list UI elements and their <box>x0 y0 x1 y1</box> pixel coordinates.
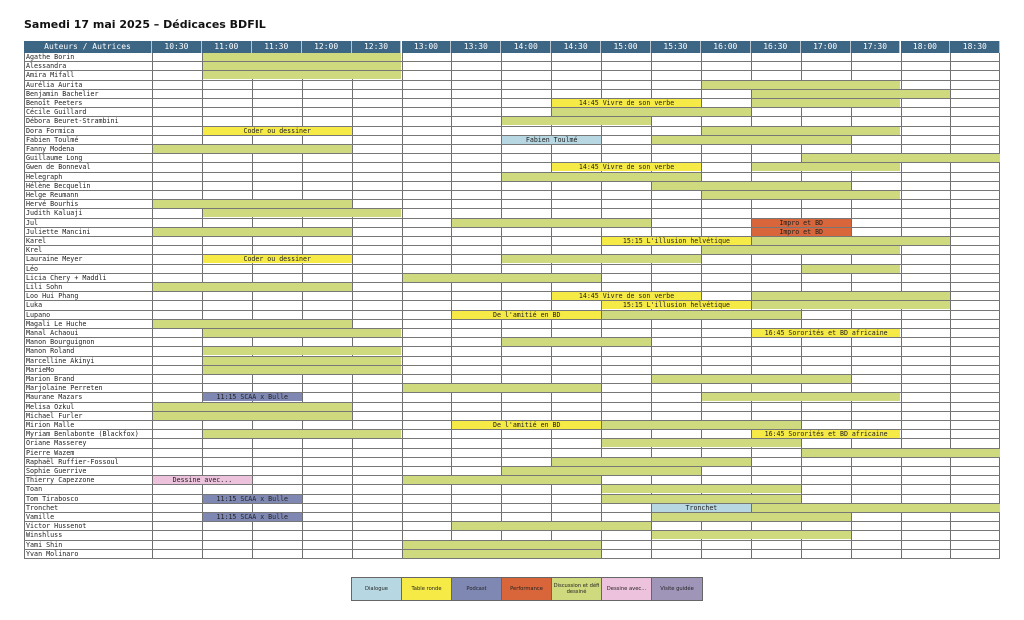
event-bar-discussion[interactable] <box>452 522 651 530</box>
event-bar-podcast[interactable]: 11:15 SCAA x Bulle <box>203 495 302 503</box>
time-header: 15:30 <box>651 41 701 53</box>
author-name: Léo <box>26 264 39 273</box>
event-bar-discussion[interactable] <box>203 357 402 365</box>
time-header: 16:00 <box>701 41 751 53</box>
grid-row-line <box>24 558 1000 559</box>
event-bar-discussion[interactable] <box>403 384 602 392</box>
event-bar-table-ronde[interactable]: 15:15 L'illusion helvétique <box>602 301 751 309</box>
event-bar-discussion[interactable] <box>652 136 851 144</box>
legend-item-performance: Performance <box>502 578 552 600</box>
author-name: Fanny Modena <box>26 145 75 153</box>
event-bar-table-ronde[interactable]: 16:45 Sororités et BD africaine <box>752 329 901 337</box>
grid-column-line <box>352 53 353 559</box>
grid-row-line <box>24 365 1000 366</box>
time-header: 14:00 <box>501 41 551 53</box>
author-name: Amira Mifall <box>26 71 75 80</box>
event-bar-discussion[interactable] <box>652 375 851 383</box>
event-bar-discussion[interactable] <box>403 274 602 282</box>
header-authors: Auteurs / Autrices <box>24 41 152 53</box>
author-name: Débora Beuret-Strambini <box>26 117 119 126</box>
author-name: Thierry Capezzone <box>26 476 95 485</box>
author-name: Alessandra <box>26 62 67 71</box>
event-bar-discussion[interactable] <box>702 191 901 199</box>
event-bar-discussion[interactable] <box>602 485 801 493</box>
author-name: Victor Hussenot <box>26 522 87 531</box>
page-title: Samedi 17 mai 2025 – Dédicaces BDFIL <box>24 18 266 31</box>
author-name: Gwen de Bonneval <box>26 163 91 172</box>
author-name: Yvan Molinaro <box>26 549 79 558</box>
author-name: Lauraine Meyer <box>26 255 83 264</box>
event-bar-discussion[interactable] <box>452 219 651 227</box>
event-bar-discussion[interactable] <box>602 311 801 319</box>
author-name: Helge Reumann <box>26 191 79 199</box>
author-name: Manal Achaoui <box>26 329 79 337</box>
author-name: Lupano <box>26 310 51 319</box>
grid-row-line <box>24 70 1000 71</box>
event-bar-discussion[interactable] <box>502 338 651 346</box>
event-bar-podcast[interactable]: 11:15 SCAA x Bulle <box>203 393 302 401</box>
event-bar-discussion[interactable] <box>652 182 851 190</box>
grid-row-line <box>24 61 1000 62</box>
event-bar-discussion[interactable] <box>203 62 402 70</box>
author-name: Magali Le Huche <box>26 319 87 328</box>
author-name: Tronchet <box>26 503 59 512</box>
event-bar-table-ronde[interactable]: De l'amitié en BD <box>452 421 601 429</box>
time-header: 10:30 <box>152 41 202 53</box>
event-bar-discussion[interactable] <box>203 430 402 438</box>
author-name: MarieMo <box>26 365 55 374</box>
event-bar-discussion[interactable] <box>702 393 901 401</box>
event-bar-discussion[interactable] <box>602 439 801 447</box>
event-bar-discussion[interactable] <box>403 550 602 558</box>
event-bar-discussion[interactable] <box>552 458 751 466</box>
legend-item-dessine: Dessine avec... <box>602 578 652 600</box>
grid-row-line <box>24 107 1000 108</box>
event-bar-dessine[interactable]: Dessine avec... <box>153 476 252 484</box>
author-name: Marion Brand <box>26 375 75 383</box>
legend-item-dialogue: Dialogue <box>352 578 402 600</box>
event-bar-discussion[interactable] <box>652 513 851 521</box>
author-name: Benjamin Bachelier <box>26 89 99 98</box>
author-name: Manon Bourguignon <box>26 338 95 347</box>
event-bar-discussion[interactable] <box>203 329 402 337</box>
author-name: Lili Sohn <box>26 283 63 291</box>
event-bar-discussion[interactable] <box>203 347 402 355</box>
author-name: Licia Chery + Maddli <box>26 273 107 282</box>
event-bar-discussion[interactable] <box>752 301 951 309</box>
author-name: Yami Shin <box>26 540 63 549</box>
event-bar-discussion[interactable] <box>403 476 602 484</box>
event-bar-discussion[interactable] <box>802 154 1001 162</box>
event-bar-dialogue[interactable]: Fabien Toulmé <box>502 136 601 144</box>
author-name: Marjolaine Perreten <box>26 384 103 393</box>
legend-item-visite: Visite guidée <box>652 578 702 600</box>
event-bar-discussion[interactable] <box>652 531 851 539</box>
event-bar-discussion[interactable] <box>602 495 801 503</box>
event-bar-table-ronde[interactable]: Coder ou dessiner <box>203 255 352 263</box>
event-bar-performance[interactable]: Impro et BD <box>752 228 851 236</box>
event-bar-performance[interactable]: Impro et BD <box>752 219 851 227</box>
author-name: Raphaël Ruffier-Fossoul <box>26 457 119 466</box>
author-name: Winshluss <box>26 531 63 540</box>
event-bar-discussion[interactable] <box>552 108 751 116</box>
legend-item-podcast: Podcast <box>452 578 502 600</box>
grid-column-line <box>999 53 1000 559</box>
legend <box>351 577 703 601</box>
grid-row-line <box>24 530 1000 531</box>
author-name: Vamille <box>26 513 55 521</box>
grid-row-line <box>24 484 1000 485</box>
author-name: Tom Tirabosco <box>26 494 79 503</box>
time-header: 12:00 <box>302 41 352 53</box>
event-bar-table-ronde[interactable]: 16:45 Sororités et BD africaine <box>752 430 901 438</box>
event-bar-discussion[interactable] <box>502 467 701 475</box>
author-name: Agathe Borin <box>26 53 75 61</box>
author-name: Michael Furler <box>26 411 83 420</box>
event-bar-discussion[interactable] <box>752 292 951 300</box>
event-bar-discussion[interactable] <box>602 421 801 429</box>
time-header: 12:30 <box>352 41 402 53</box>
author-name: Manon Roland <box>26 347 75 356</box>
time-header: 14:30 <box>551 41 601 53</box>
event-bar-dialogue[interactable]: Tronchet <box>652 504 751 512</box>
time-header: 11:00 <box>202 41 252 53</box>
time-header: 15:00 <box>601 41 651 53</box>
author-name: Hélène Becquelin <box>26 181 91 190</box>
author-name: Fabien Toulmé <box>26 135 79 144</box>
author-name: Krel <box>26 246 43 255</box>
author-name: Loo Hui Phang <box>26 292 79 301</box>
grid-row-line <box>24 494 1000 495</box>
event-bar-discussion[interactable] <box>203 53 402 61</box>
author-name: Karel <box>26 237 47 245</box>
event-bar-table-ronde[interactable]: 14:45 Vivre de son verbe <box>552 163 701 171</box>
event-bar-discussion[interactable] <box>752 99 901 107</box>
event-bar-podcast[interactable]: 11:15 SCAA x Bulle <box>203 513 302 521</box>
author-name: Dora Formica <box>26 126 75 135</box>
event-bar-table-ronde[interactable]: 14:45 Vivre de son verbe <box>552 292 701 300</box>
grid-row-line <box>24 356 1000 357</box>
event-bar-table-ronde[interactable]: 15:15 L'illusion helvétique <box>602 237 751 245</box>
event-bar-discussion[interactable] <box>702 246 901 254</box>
author-name: Myriam Benlabonte (Blackfox) <box>26 430 139 439</box>
event-bar-discussion[interactable] <box>403 541 602 549</box>
grid-row-line <box>24 457 1000 458</box>
event-bar-discussion[interactable] <box>153 320 352 328</box>
author-name: Melisa Ozkul <box>26 402 75 411</box>
author-name: Maurane Mazars <box>26 393 83 402</box>
event-bar-discussion[interactable] <box>752 237 951 245</box>
grid-row-line <box>24 438 1000 439</box>
time-header: 18:00 <box>901 41 951 53</box>
event-bar-discussion[interactable] <box>203 209 402 217</box>
author-name: Oriane Masserey <box>26 439 87 448</box>
event-bar-discussion[interactable] <box>153 283 352 291</box>
author-name: Sophie Guerrive <box>26 467 87 475</box>
event-bar-discussion[interactable] <box>153 403 352 411</box>
event-bar-discussion[interactable] <box>502 173 701 181</box>
author-name: Luka <box>26 301 43 310</box>
author-name: Guillaume Long <box>26 154 83 163</box>
event-bar-discussion[interactable] <box>502 117 651 125</box>
event-bar-discussion[interactable] <box>802 265 901 273</box>
time-header: 16:30 <box>751 41 801 53</box>
event-bar-discussion[interactable] <box>153 228 352 236</box>
legend-item-table-ronde: Table ronde <box>402 578 452 600</box>
event-bar-table-ronde[interactable]: 14:45 Vivre de son verbe <box>552 99 701 107</box>
author-name: Aurélia Aurita <box>26 80 83 89</box>
event-bar-table-ronde[interactable]: De l'amitié en BD <box>452 311 601 319</box>
event-bar-discussion[interactable] <box>702 127 901 135</box>
event-bar-discussion[interactable] <box>153 412 352 420</box>
event-bar-discussion[interactable] <box>203 366 402 374</box>
event-bar-discussion[interactable] <box>153 200 352 208</box>
author-name: Pierre Wazem <box>26 448 75 457</box>
author-name: Benoît Peeters <box>26 99 83 107</box>
grid-row-line <box>24 181 1000 182</box>
event-bar-discussion[interactable] <box>752 163 901 171</box>
author-name: Cécile Guillard <box>26 108 87 117</box>
author-name: Hervé Bourhis <box>26 200 79 209</box>
event-bar-discussion[interactable] <box>702 81 901 89</box>
time-header: 17:00 <box>801 41 851 53</box>
grid-column-line <box>950 53 951 559</box>
time-header: 11:30 <box>252 41 302 53</box>
author-name: Mirion Malle <box>26 421 75 429</box>
schedule-grid <box>24 41 1000 559</box>
event-bar-table-ronde[interactable]: Coder ou dessiner <box>203 127 352 135</box>
event-bar-discussion[interactable] <box>752 90 951 98</box>
author-name: Toan <box>26 485 43 494</box>
event-bar-discussion[interactable] <box>203 71 402 79</box>
event-bar-discussion[interactable] <box>802 449 1001 457</box>
grid-row-line <box>24 346 1000 347</box>
grid-row-line <box>24 512 1000 513</box>
author-name: Helegraph <box>26 172 63 181</box>
author-name: Juliette Mancini <box>26 227 91 236</box>
author-name: Marcelline Akinyi <box>26 356 95 365</box>
legend-item-discussion: Discussion et défi dessiné <box>552 578 602 600</box>
time-header: 13:30 <box>451 41 501 53</box>
author-name: Judith Kaluaji <box>26 209 83 218</box>
time-header: 13:00 <box>402 41 452 53</box>
time-header: 17:30 <box>851 41 901 53</box>
event-bar-discussion[interactable] <box>752 504 1001 512</box>
event-bar-discussion[interactable] <box>153 145 352 153</box>
time-header: 18:30 <box>950 41 1000 53</box>
grid-row-line <box>24 374 1000 375</box>
grid-row-line <box>24 208 1000 209</box>
event-bar-discussion[interactable] <box>502 255 701 263</box>
author-name: Jul <box>26 218 39 227</box>
